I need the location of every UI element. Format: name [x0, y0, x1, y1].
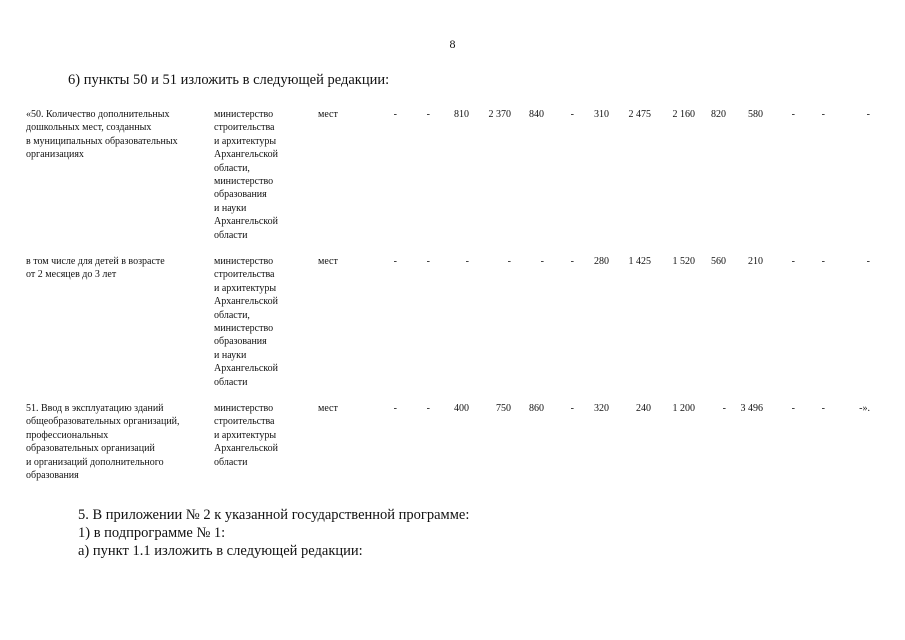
row-value: - — [393, 256, 397, 267]
row-value: - — [426, 403, 430, 414]
row-value: - — [570, 403, 574, 414]
row-value: - — [393, 403, 397, 414]
row-value: 2 160 — [672, 109, 695, 120]
row-value: 820 — [711, 109, 726, 120]
row-value: - — [426, 109, 430, 120]
row-value: - — [821, 256, 825, 267]
row-value: 1 200 — [672, 403, 695, 414]
row-value: 2 370 — [488, 109, 511, 120]
row-value: 3 496 — [740, 403, 763, 414]
row-value: 1 520 — [672, 256, 695, 267]
row-value: 280 — [594, 256, 609, 267]
row-value: - — [821, 109, 825, 120]
row-value: - — [722, 403, 726, 414]
row-value: 310 — [594, 109, 609, 120]
row-value: - — [791, 109, 795, 120]
row-value: 860 — [529, 403, 544, 414]
row-indicator-name: 51. Ввод в эксплуатацию зданий общеобразовательных организаций, профессиональных образовательных организаций и организаций дополнительного образования — [26, 403, 180, 482]
row-value: - — [866, 256, 870, 267]
row-value: - — [570, 109, 574, 120]
row-value: 560 — [711, 256, 726, 267]
page-number: 8 — [449, 37, 456, 51]
row-value: 210 — [748, 256, 763, 267]
row-value: 750 — [496, 403, 511, 414]
row-executor: министерство строительства и архитектуры Архангельской области, министерство образования и науки Архангельской области — [214, 109, 278, 241]
row-value: - — [393, 109, 397, 120]
row-value: - — [570, 256, 574, 267]
row-value: 400 — [454, 403, 469, 414]
row-unit: мест — [318, 403, 338, 414]
row-indicator-name: «50. Количество дополнительных дошкольных мест, созданных в муниципальных образовательных организациях — [26, 109, 178, 161]
row-unit: мест — [318, 256, 338, 267]
table-row — [26, 108, 870, 255]
row-value: 320 — [594, 403, 609, 414]
row-value: 240 — [636, 403, 651, 414]
section-5-heading: 5. В приложении № 2 к указанной государственной программе: — [78, 507, 470, 523]
row-value: -». — [859, 403, 870, 414]
row-executor: министерство строительства и архитектуры Архангельской области — [214, 403, 278, 468]
row-value: 1 425 — [628, 256, 651, 267]
row-unit: мест — [318, 109, 338, 120]
table-row — [26, 402, 870, 482]
row-value: - — [791, 403, 795, 414]
row-value: - — [791, 256, 795, 267]
table-row — [26, 255, 870, 402]
row-value: 810 — [454, 109, 469, 120]
row-executor: министерство строительства и архитектуры Архангельской области, министерство образования и науки Архангельской области — [214, 256, 278, 388]
row-value: 840 — [529, 109, 544, 120]
indicators-table — [26, 108, 870, 482]
row-value: - — [426, 256, 430, 267]
row-value: - — [540, 256, 544, 267]
row-indicator-name: в том числе для детей в возрасте от 2 месяцев до 3 лет — [26, 256, 165, 281]
item-1-1-line: а) пункт 1.1 изложить в следующей редакции: — [78, 543, 363, 559]
row-value: - — [465, 256, 469, 267]
row-value: - — [821, 403, 825, 414]
intro-paragraph: 6) пункты 50 и 51 изложить в следующей редакции: — [68, 72, 390, 88]
row-value: 2 475 — [628, 109, 651, 120]
row-value: - — [507, 256, 511, 267]
row-value: 580 — [748, 109, 763, 120]
subprogram-1-line: 1) в подпрограмме № 1: — [78, 525, 226, 541]
row-value: - — [866, 109, 870, 120]
